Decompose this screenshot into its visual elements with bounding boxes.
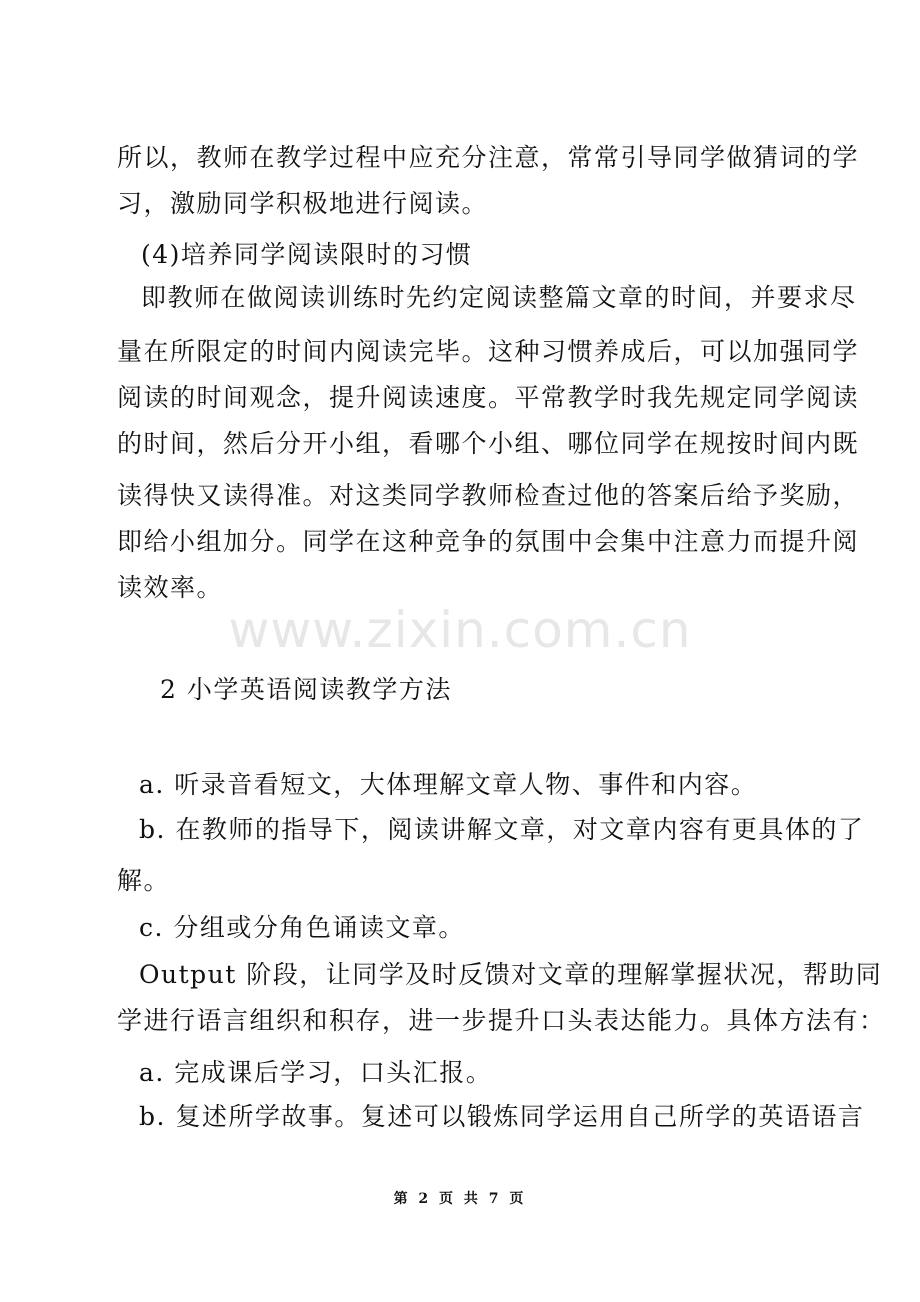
body-line: 习，激励同学积极地进行阅读。 xyxy=(117,189,489,218)
body-line: 量在所限定的时间内阅读完毕。这种习惯养成后，可以加强同学 xyxy=(117,337,860,366)
list-item: b. 复述所学故事。复述可以锻炼同学运用自己所学的英语语言 xyxy=(139,1102,865,1131)
body-line: 即教师在做阅读训练时先约定阅读整篇文章的时间，并要求尽 xyxy=(141,283,857,312)
body-line: 的时间，然后分开小组，看哪个小组、哪位同学在规按时间内既 xyxy=(117,429,860,458)
body-line: Output 阶段，让同学及时反馈对文章的理解掌握状况，帮助同 xyxy=(139,960,883,989)
list-item: a. 完成课后学习，口头汇报。 xyxy=(139,1058,493,1087)
body-line: 阅读的时间观念，提升阅读速度。平常教学时我先规定同学阅读 xyxy=(117,383,860,412)
section-heading: 2 小学英语阅读教学方法 xyxy=(160,675,452,704)
list-item: b. 在教师的指导下，阅读讲解文章，对文章内容有更具体的了 xyxy=(139,815,865,844)
body-line: 所以，教师在教学过程中应充分注意，常常引导同学做猜词的学 xyxy=(117,143,860,172)
body-line: 学进行语言组织和积存，进一步提升口头表达能力。具体方法有： xyxy=(117,1006,886,1035)
body-line: 读得快又读得准。对这类同学教师检查过他的答案后给予奖励， xyxy=(117,481,860,510)
list-item: c. 分组或分角色诵读文章。 xyxy=(139,913,465,942)
body-line: 即给小组加分。同学在这种竞争的氛围中会集中注意力而提升阅 xyxy=(117,527,860,556)
watermark-text: www.zixin.com.cn xyxy=(228,601,692,659)
body-line: 读效率。 xyxy=(117,573,224,602)
section-heading: (4)培养同学阅读限时的习惯 xyxy=(141,240,473,269)
body-line: 解。 xyxy=(117,866,171,895)
list-item: a. 听录音看短文，大体理解文章人物、事件和内容。 xyxy=(139,770,758,799)
page-footer: 第 2 页 共 7 页 xyxy=(393,1191,527,1207)
